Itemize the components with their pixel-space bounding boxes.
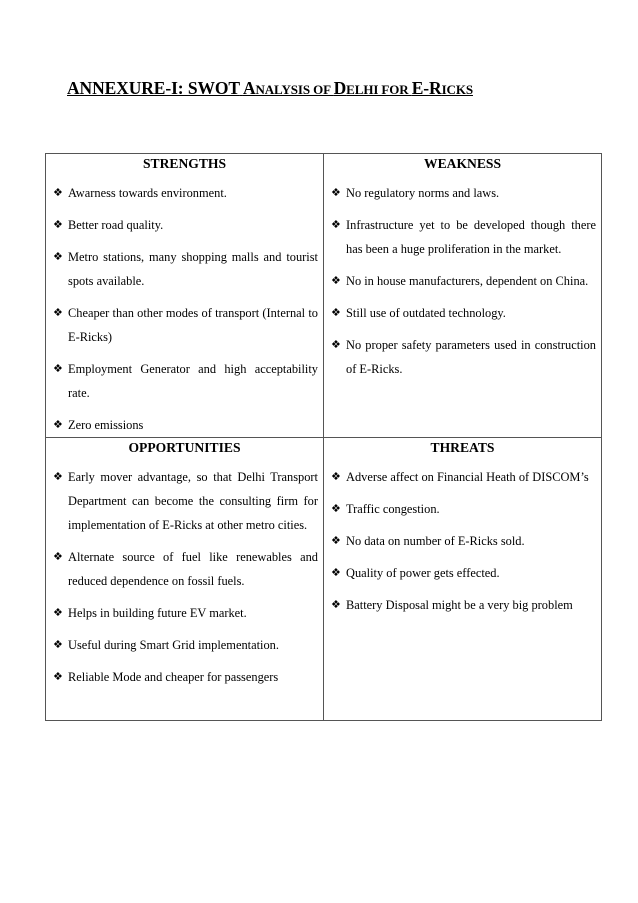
list-item (51, 545, 318, 593)
list-item (329, 593, 596, 617)
diamond-bullet-icon: ❖ (331, 218, 341, 231)
list-item (329, 181, 596, 205)
list-item (51, 465, 318, 537)
list-item-text: Infrastructure yet to be developed though there has been a huge proliferation in the market. (346, 218, 596, 256)
list-item-text: Quality of power gets effected. (346, 566, 500, 580)
list-item (51, 301, 318, 349)
list-item-text: Early mover advantage, so that Delhi Transport Department can become the consulting firm for implementation of E-Ricks at other metro cities. (68, 470, 318, 532)
list-item-text: No proper safety parameters used in construction of E-Ricks. (346, 338, 596, 376)
threats-cell (324, 438, 602, 721)
weakness-heading: WEAKNESS (423, 156, 502, 171)
diamond-bullet-icon: ❖ (53, 670, 63, 683)
list-item (329, 561, 596, 585)
opportunities-cell (46, 438, 324, 721)
diamond-bullet-icon: ❖ (53, 550, 63, 563)
list-item-text: Adverse affect on Financial Heath of DISCOM’s (346, 470, 589, 484)
diamond-bullet-icon: ❖ (331, 534, 341, 547)
list-item-text: No in house manufacturers, dependent on China. (346, 274, 589, 288)
list-item (329, 529, 596, 553)
list-item-text: Metro stations, many shopping malls and tourist spots available. (68, 250, 318, 288)
list-item-text: Zero emissions (68, 418, 144, 432)
diamond-bullet-icon: ❖ (53, 218, 63, 231)
list-item (51, 357, 318, 405)
list-item (51, 665, 318, 689)
diamond-bullet-icon: ❖ (331, 470, 341, 483)
list-item-text: Battery Disposal might be a very big problem (346, 598, 573, 612)
diamond-bullet-icon: ❖ (53, 470, 63, 483)
diamond-bullet-icon: ❖ (53, 638, 63, 651)
list-item-text: Alternate source of fuel like renewables and reduced dependence on fossil fuels. (68, 550, 318, 588)
diamond-bullet-icon: ❖ (331, 306, 341, 319)
diamond-bullet-icon: ❖ (331, 186, 341, 199)
list-item (51, 245, 318, 293)
diamond-bullet-icon: ❖ (331, 338, 341, 351)
list-item (51, 213, 318, 237)
strengths-heading: STRENGTHS (142, 156, 227, 171)
list-item (51, 413, 318, 437)
threats-heading: THREATS (430, 440, 495, 455)
list-item (51, 181, 318, 205)
diamond-bullet-icon: ❖ (331, 566, 341, 579)
opportunities-heading: OPPORTUNITIES (128, 440, 241, 455)
diamond-bullet-icon: ❖ (53, 250, 63, 263)
list-item-text: Awarness towards environment. (68, 186, 227, 200)
weakness-cell (324, 154, 602, 438)
strengths-cell (46, 154, 324, 438)
list-item (329, 213, 596, 261)
diamond-bullet-icon: ❖ (53, 306, 63, 319)
list-item (329, 465, 596, 489)
list-item (51, 601, 318, 625)
list-item (51, 633, 318, 657)
opportunities-list (51, 465, 318, 689)
list-item (329, 497, 596, 521)
list-item-text: Cheaper than other modes of transport (Internal to E-Ricks) (68, 306, 318, 344)
list-item-text: Still use of outdated technology. (346, 306, 506, 320)
list-item-text: No data on number of E-Ricks sold. (346, 534, 525, 548)
list-item-text: Traffic congestion. (346, 502, 440, 516)
list-item-text: Employment Generator and high acceptability rate. (68, 362, 318, 400)
strengths-list (51, 181, 318, 437)
diamond-bullet-icon: ❖ (331, 598, 341, 611)
weakness-list (329, 181, 596, 381)
threats-list (329, 465, 596, 617)
page-title: ANNEXURE-I: SWOT ANALYSIS OF DELHI FOR E-RICKS (67, 78, 473, 98)
swot-table (45, 153, 602, 721)
list-item-text: Better road quality. (68, 218, 164, 232)
diamond-bullet-icon: ❖ (331, 274, 341, 287)
list-item-text: No regulatory norms and laws. (346, 186, 500, 200)
list-item-text: Helps in building future EV market. (68, 606, 247, 620)
list-item (329, 301, 596, 325)
list-item-text: Useful during Smart Grid implementation. (68, 638, 279, 652)
diamond-bullet-icon: ❖ (53, 418, 63, 431)
diamond-bullet-icon: ❖ (53, 186, 63, 199)
diamond-bullet-icon: ❖ (331, 502, 341, 515)
list-item-text: Reliable Mode and cheaper for passengers (68, 670, 279, 684)
diamond-bullet-icon: ❖ (53, 606, 63, 619)
diamond-bullet-icon: ❖ (53, 362, 63, 375)
list-item (329, 269, 596, 293)
list-item (329, 333, 596, 381)
